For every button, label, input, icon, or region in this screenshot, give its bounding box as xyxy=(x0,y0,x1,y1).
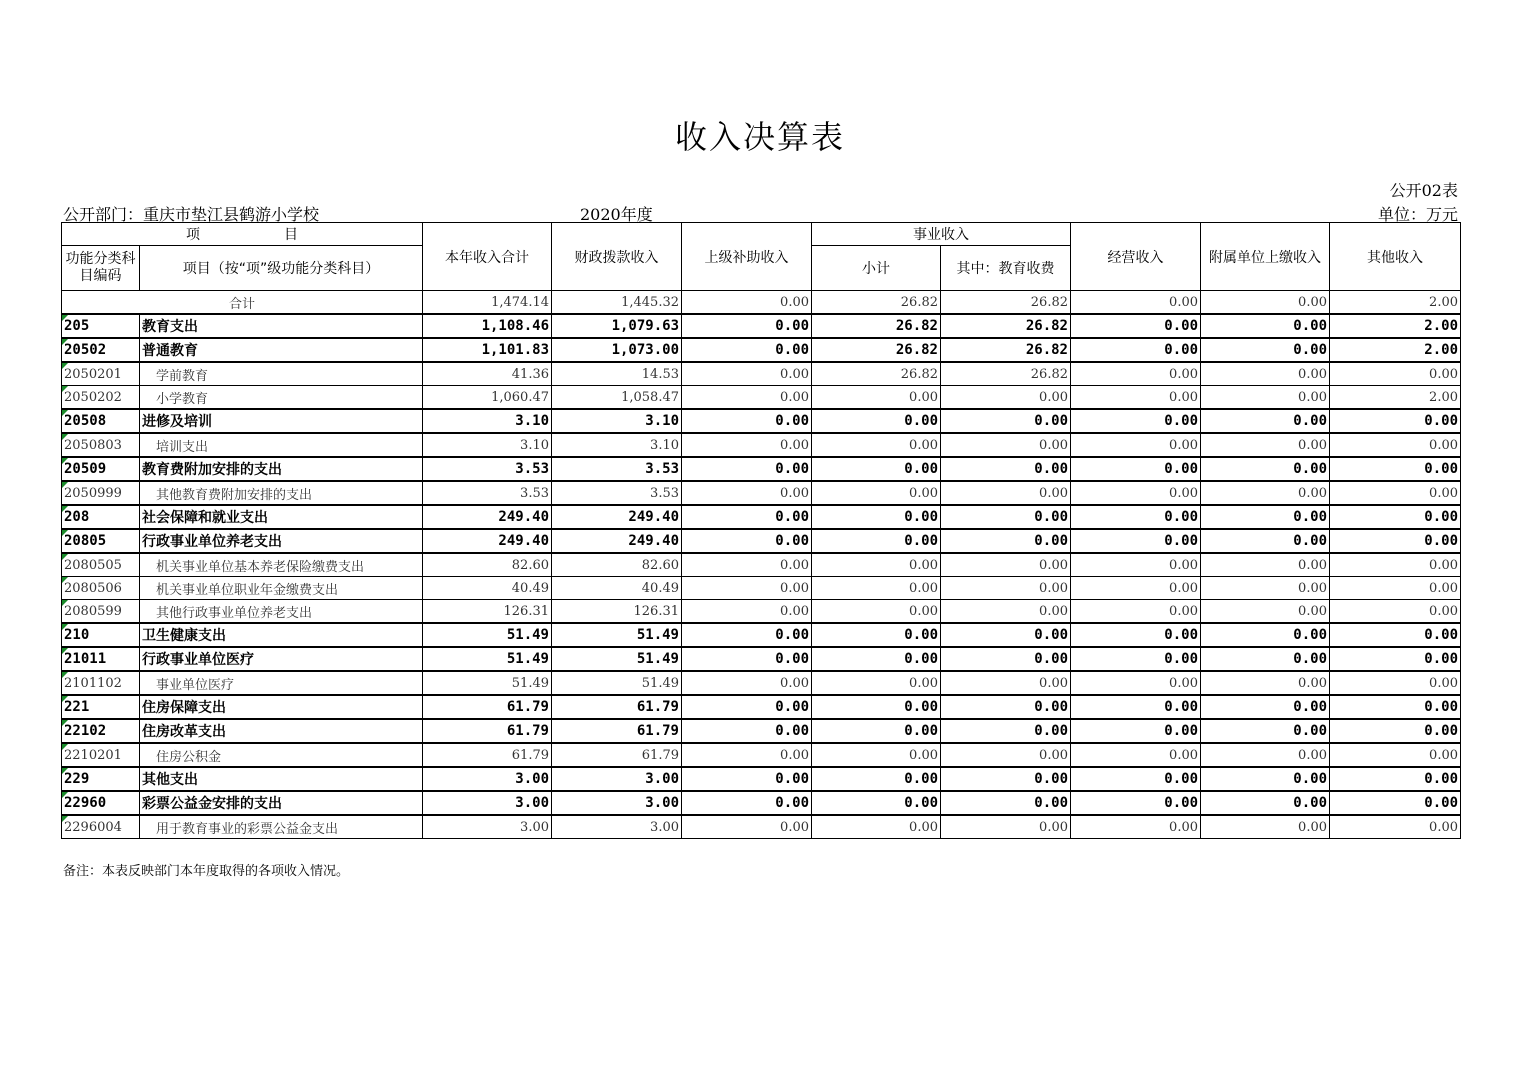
name-cell: 培训支出 xyxy=(140,433,423,457)
value-cell: 0.00 xyxy=(941,623,1071,647)
value-cell: 3.10 xyxy=(552,409,682,433)
value-cell: 0.00 xyxy=(1201,314,1330,338)
value-cell: 0.00 xyxy=(682,505,812,529)
value-cell: 0.00 xyxy=(1330,409,1461,433)
value-cell: 0.00 xyxy=(941,505,1071,529)
value-cell: 0.00 xyxy=(682,577,812,600)
name-cell: 卫生健康支出 xyxy=(140,623,423,647)
value-cell: 0.00 xyxy=(812,791,941,815)
value-cell: 0.00 xyxy=(682,338,812,362)
table-row xyxy=(62,600,1461,624)
value-cell: 249.40 xyxy=(423,505,552,529)
value-cell: 0.00 xyxy=(812,386,941,410)
code-cell: 21011 xyxy=(62,647,140,671)
code-cell: 210 xyxy=(62,623,140,647)
value-cell: 3.00 xyxy=(423,815,552,839)
value-cell: 0.00 xyxy=(941,791,1071,815)
value-cell: 249.40 xyxy=(552,529,682,553)
value-cell: 0.00 xyxy=(941,647,1071,671)
table-row xyxy=(62,362,1461,386)
total-cell: 26.82 xyxy=(941,291,1071,315)
value-cell: 0.00 xyxy=(1201,505,1330,529)
table-row xyxy=(62,457,1461,481)
value-cell: 3.00 xyxy=(552,767,682,791)
name-cell: 事业单位医疗 xyxy=(140,671,423,695)
value-cell: 0.00 xyxy=(1330,457,1461,481)
code-cell: 2296004 xyxy=(62,815,140,839)
value-cell: 0.00 xyxy=(682,791,812,815)
value-cell: 0.00 xyxy=(812,481,941,505)
page-title: 收入决算表 xyxy=(674,118,845,156)
value-cell: 0.00 xyxy=(812,767,941,791)
value-cell: 0.00 xyxy=(682,314,812,338)
value-cell: 61.79 xyxy=(423,719,552,743)
value-cell: 0.00 xyxy=(1201,386,1330,410)
value-cell: 0.00 xyxy=(941,409,1071,433)
code-cell: 221 xyxy=(62,695,140,719)
value-cell: 3.53 xyxy=(423,481,552,505)
total-cell: 0.00 xyxy=(1201,291,1330,315)
value-cell: 0.00 xyxy=(1071,743,1201,767)
value-cell: 0.00 xyxy=(1071,671,1201,695)
value-cell: 0.00 xyxy=(941,529,1071,553)
table-row xyxy=(62,695,1461,719)
name-cell: 机关事业单位基本养老保险缴费支出 xyxy=(140,553,423,577)
value-cell: 51.49 xyxy=(552,623,682,647)
value-cell: 0.00 xyxy=(1330,529,1461,553)
total-cell: 0.00 xyxy=(682,291,812,315)
value-cell: 0.00 xyxy=(682,433,812,457)
code-header: 功能分类科目编码 xyxy=(62,246,140,291)
value-cell: 0.00 xyxy=(682,695,812,719)
table-row xyxy=(62,719,1461,743)
value-cell: 0.00 xyxy=(1330,623,1461,647)
name-cell: 教育支出 xyxy=(140,314,423,338)
value-cell: 0.00 xyxy=(1201,647,1330,671)
value-cell: 3.00 xyxy=(552,815,682,839)
code-cell: 2210201 xyxy=(62,743,140,767)
value-cell: 0.00 xyxy=(1201,767,1330,791)
value-cell: 0.00 xyxy=(941,457,1071,481)
value-cell: 1,060.47 xyxy=(423,386,552,410)
value-cell: 61.79 xyxy=(552,719,682,743)
value-cell: 0.00 xyxy=(1071,338,1201,362)
value-cell: 0.00 xyxy=(1071,362,1201,386)
code-cell: 229 xyxy=(62,767,140,791)
value-cell: 0.00 xyxy=(1330,362,1461,386)
value-cell: 0.00 xyxy=(1201,481,1330,505)
value-cell: 0.00 xyxy=(1330,647,1461,671)
table-row xyxy=(62,767,1461,791)
value-cell: 0.00 xyxy=(1071,695,1201,719)
value-cell: 0.00 xyxy=(1071,481,1201,505)
value-cell: 51.49 xyxy=(423,623,552,647)
value-cell: 51.49 xyxy=(423,671,552,695)
code-cell: 20805 xyxy=(62,529,140,553)
code-cell: 2050803 xyxy=(62,433,140,457)
value-cell: 26.82 xyxy=(812,362,941,386)
table-row xyxy=(62,314,1461,338)
value-cell: 0.00 xyxy=(1330,743,1461,767)
value-cell: 0.00 xyxy=(1201,623,1330,647)
name-cell: 学前教育 xyxy=(140,362,423,386)
code-cell: 2050999 xyxy=(62,481,140,505)
value-cell: 0.00 xyxy=(1201,338,1330,362)
code-cell: 2050202 xyxy=(62,386,140,410)
value-cell: 0.00 xyxy=(812,647,941,671)
table-row xyxy=(62,577,1461,600)
value-cell: 249.40 xyxy=(552,505,682,529)
table-row xyxy=(62,815,1461,839)
superior-subsidy-header: 上级补助收入 xyxy=(682,223,812,291)
value-cell: 0.00 xyxy=(941,719,1071,743)
name-cell: 机关事业单位职业年金缴费支出 xyxy=(140,577,423,600)
value-cell: 26.82 xyxy=(812,338,941,362)
value-cell: 0.00 xyxy=(1201,529,1330,553)
total-income-header: 本年收入合计 xyxy=(423,223,552,291)
table-row xyxy=(62,338,1461,362)
value-cell: 0.00 xyxy=(1071,600,1201,624)
value-cell: 0.00 xyxy=(682,743,812,767)
name-cell: 住房保障支出 xyxy=(140,695,423,719)
item-header: 项 目 xyxy=(62,223,423,246)
code-cell: 2050201 xyxy=(62,362,140,386)
name-cell: 住房改革支出 xyxy=(140,719,423,743)
name-cell: 其他行政事业单位养老支出 xyxy=(140,600,423,624)
value-cell: 0.00 xyxy=(1071,386,1201,410)
value-cell: 0.00 xyxy=(941,433,1071,457)
value-cell: 0.00 xyxy=(1330,481,1461,505)
table-row xyxy=(62,743,1461,767)
value-cell: 0.00 xyxy=(941,815,1071,839)
value-cell: 61.79 xyxy=(423,695,552,719)
value-cell: 14.53 xyxy=(552,362,682,386)
code-cell: 2101102 xyxy=(62,671,140,695)
value-cell: 0.00 xyxy=(682,623,812,647)
value-cell: 26.82 xyxy=(812,314,941,338)
value-cell: 0.00 xyxy=(1201,362,1330,386)
name-cell: 彩票公益金安排的支出 xyxy=(140,791,423,815)
value-cell: 0.00 xyxy=(1071,505,1201,529)
value-cell: 3.10 xyxy=(423,409,552,433)
value-cell: 0.00 xyxy=(682,386,812,410)
value-cell: 0.00 xyxy=(941,481,1071,505)
value-cell: 0.00 xyxy=(1071,433,1201,457)
total-cell: 1,445.32 xyxy=(552,291,682,315)
name-cell: 教育费附加安排的支出 xyxy=(140,457,423,481)
value-cell: 126.31 xyxy=(552,600,682,624)
value-cell: 0.00 xyxy=(1071,791,1201,815)
value-cell: 0.00 xyxy=(941,600,1071,624)
value-cell: 0.00 xyxy=(1330,505,1461,529)
fiscal-income-header: 财政拨款收入 xyxy=(552,223,682,291)
value-cell: 0.00 xyxy=(682,409,812,433)
value-cell: 0.00 xyxy=(1201,695,1330,719)
value-cell: 0.00 xyxy=(1071,767,1201,791)
total-cell: 2.00 xyxy=(1330,291,1461,315)
value-cell: 0.00 xyxy=(1201,577,1330,600)
value-cell: 0.00 xyxy=(1201,791,1330,815)
value-cell: 0.00 xyxy=(682,529,812,553)
value-cell: 0.00 xyxy=(1071,314,1201,338)
value-cell: 0.00 xyxy=(1330,767,1461,791)
value-cell: 51.49 xyxy=(552,671,682,695)
code-cell: 2080505 xyxy=(62,553,140,577)
total-row xyxy=(62,291,1461,315)
value-cell: 0.00 xyxy=(941,577,1071,600)
value-cell: 0.00 xyxy=(812,719,941,743)
value-cell: 249.40 xyxy=(423,529,552,553)
value-cell: 40.49 xyxy=(552,577,682,600)
value-cell: 0.00 xyxy=(682,815,812,839)
total-label: 合计 xyxy=(62,291,423,315)
value-cell: 0.00 xyxy=(682,553,812,577)
value-cell: 0.00 xyxy=(1071,623,1201,647)
value-cell: 3.00 xyxy=(423,791,552,815)
value-cell: 0.00 xyxy=(1201,409,1330,433)
code-cell: 2080599 xyxy=(62,600,140,624)
value-cell: 26.82 xyxy=(941,314,1071,338)
name-cell: 其他教育费附加安排的支出 xyxy=(140,481,423,505)
value-cell: 1,101.83 xyxy=(423,338,552,362)
value-cell: 0.00 xyxy=(1201,553,1330,577)
value-cell: 0.00 xyxy=(1330,600,1461,624)
total-cell: 1,474.14 xyxy=(423,291,552,315)
value-cell: 0.00 xyxy=(682,647,812,671)
value-cell: 41.36 xyxy=(423,362,552,386)
code-cell: 2080506 xyxy=(62,577,140,600)
name-cell: 行政事业单位医疗 xyxy=(140,647,423,671)
code-cell: 22102 xyxy=(62,719,140,743)
value-cell: 2.00 xyxy=(1330,338,1461,362)
value-cell: 0.00 xyxy=(1071,409,1201,433)
value-cell: 0.00 xyxy=(812,623,941,647)
value-cell: 0.00 xyxy=(941,695,1071,719)
value-cell: 0.00 xyxy=(682,362,812,386)
value-cell: 26.82 xyxy=(941,362,1071,386)
value-cell: 0.00 xyxy=(1330,577,1461,600)
value-cell: 0.00 xyxy=(1071,647,1201,671)
table-row xyxy=(62,505,1461,529)
business-subtotal-header: 小计 xyxy=(812,246,941,291)
value-cell: 0.00 xyxy=(682,767,812,791)
name-cell: 小学教育 xyxy=(140,386,423,410)
name-header: 项目（按“项”级功能分类科目） xyxy=(140,246,423,291)
table-row xyxy=(62,791,1461,815)
value-cell: 0.00 xyxy=(682,671,812,695)
form-number: 公开02表 xyxy=(1389,181,1458,200)
value-cell: 0.00 xyxy=(1071,529,1201,553)
value-cell: 0.00 xyxy=(812,815,941,839)
value-cell: 51.49 xyxy=(552,647,682,671)
name-cell: 行政事业单位养老支出 xyxy=(140,529,423,553)
value-cell: 0.00 xyxy=(1201,815,1330,839)
name-cell: 社会保障和就业支出 xyxy=(140,505,423,529)
value-cell: 1,058.47 xyxy=(552,386,682,410)
other-income-header: 其他收入 xyxy=(1330,223,1461,291)
value-cell: 1,108.46 xyxy=(423,314,552,338)
value-cell: 3.53 xyxy=(423,457,552,481)
table-row xyxy=(62,481,1461,505)
value-cell: 0.00 xyxy=(1330,815,1461,839)
value-cell: 0.00 xyxy=(1330,671,1461,695)
code-cell: 20509 xyxy=(62,457,140,481)
code-cell: 22960 xyxy=(62,791,140,815)
value-cell: 61.79 xyxy=(423,743,552,767)
table-row xyxy=(62,409,1461,433)
unit-label: 单位：万元 xyxy=(1377,205,1458,224)
code-cell: 205 xyxy=(62,314,140,338)
code-cell: 20508 xyxy=(62,409,140,433)
value-cell: 3.10 xyxy=(423,433,552,457)
value-cell: 0.00 xyxy=(682,481,812,505)
value-cell: 0.00 xyxy=(1071,577,1201,600)
value-cell: 0.00 xyxy=(1201,457,1330,481)
value-cell: 1,079.63 xyxy=(552,314,682,338)
value-cell: 0.00 xyxy=(1201,600,1330,624)
value-cell: 0.00 xyxy=(941,743,1071,767)
table-row xyxy=(62,553,1461,577)
value-cell: 0.00 xyxy=(1330,553,1461,577)
value-cell: 0.00 xyxy=(812,529,941,553)
value-cell: 0.00 xyxy=(812,409,941,433)
value-cell: 0.00 xyxy=(812,671,941,695)
operating-income-header: 经营收入 xyxy=(1071,223,1201,291)
value-cell: 0.00 xyxy=(682,719,812,743)
value-cell: 0.00 xyxy=(682,600,812,624)
value-cell: 82.60 xyxy=(423,553,552,577)
value-cell: 0.00 xyxy=(1201,719,1330,743)
total-cell: 26.82 xyxy=(812,291,941,315)
value-cell: 0.00 xyxy=(812,695,941,719)
value-cell: 0.00 xyxy=(812,743,941,767)
value-cell: 40.49 xyxy=(423,577,552,600)
table-row xyxy=(62,386,1461,410)
value-cell: 82.60 xyxy=(552,553,682,577)
value-cell: 0.00 xyxy=(812,553,941,577)
value-cell: 0.00 xyxy=(1201,433,1330,457)
business-edu-fee-header: 其中：教育收费 xyxy=(941,246,1071,291)
value-cell: 0.00 xyxy=(812,433,941,457)
name-cell: 其他支出 xyxy=(140,767,423,791)
department-label: 公开部门：重庆市垫江县鹤游小学校 xyxy=(63,205,320,224)
value-cell: 3.53 xyxy=(552,481,682,505)
value-cell: 3.00 xyxy=(423,767,552,791)
value-cell: 0.00 xyxy=(682,457,812,481)
value-cell: 61.79 xyxy=(552,743,682,767)
name-cell: 用于教育事业的彩票公益金支出 xyxy=(140,815,423,839)
table-row xyxy=(62,623,1461,647)
code-cell: 20502 xyxy=(62,338,140,362)
value-cell: 0.00 xyxy=(1071,719,1201,743)
value-cell: 0.00 xyxy=(812,600,941,624)
total-cell: 0.00 xyxy=(1071,291,1201,315)
value-cell: 0.00 xyxy=(1330,695,1461,719)
value-cell: 0.00 xyxy=(1330,791,1461,815)
income-statement-table xyxy=(61,222,1461,839)
name-cell: 进修及培训 xyxy=(140,409,423,433)
value-cell: 0.00 xyxy=(1071,815,1201,839)
year-label: 2020年度 xyxy=(580,205,653,224)
table-row xyxy=(62,671,1461,695)
table-row xyxy=(62,529,1461,553)
value-cell: 2.00 xyxy=(1330,386,1461,410)
value-cell: 126.31 xyxy=(423,600,552,624)
name-cell: 住房公积金 xyxy=(140,743,423,767)
value-cell: 51.49 xyxy=(423,647,552,671)
value-cell: 26.82 xyxy=(941,338,1071,362)
value-cell: 0.00 xyxy=(941,767,1071,791)
value-cell: 0.00 xyxy=(941,671,1071,695)
value-cell: 0.00 xyxy=(812,505,941,529)
business-income-header: 事业收入 xyxy=(812,223,1071,246)
footnote: 备注：本表反映部门本年度取得的各项收入情况。 xyxy=(63,864,350,879)
value-cell: 3.00 xyxy=(552,791,682,815)
value-cell: 0.00 xyxy=(1201,671,1330,695)
value-cell: 0.00 xyxy=(1201,743,1330,767)
code-cell: 208 xyxy=(62,505,140,529)
name-cell: 普通教育 xyxy=(140,338,423,362)
value-cell: 0.00 xyxy=(1071,553,1201,577)
value-cell: 0.00 xyxy=(1330,433,1461,457)
value-cell: 0.00 xyxy=(1071,457,1201,481)
value-cell: 2.00 xyxy=(1330,314,1461,338)
value-cell: 0.00 xyxy=(1330,719,1461,743)
value-cell: 1,073.00 xyxy=(552,338,682,362)
value-cell: 0.00 xyxy=(812,457,941,481)
table-row xyxy=(62,433,1461,457)
value-cell: 0.00 xyxy=(941,386,1071,410)
value-cell: 61.79 xyxy=(552,695,682,719)
value-cell: 0.00 xyxy=(812,577,941,600)
value-cell: 3.10 xyxy=(552,433,682,457)
value-cell: 3.53 xyxy=(552,457,682,481)
affiliated-income-header: 附属单位上缴收入 xyxy=(1201,223,1330,291)
value-cell: 0.00 xyxy=(941,553,1071,577)
table-row xyxy=(62,647,1461,671)
